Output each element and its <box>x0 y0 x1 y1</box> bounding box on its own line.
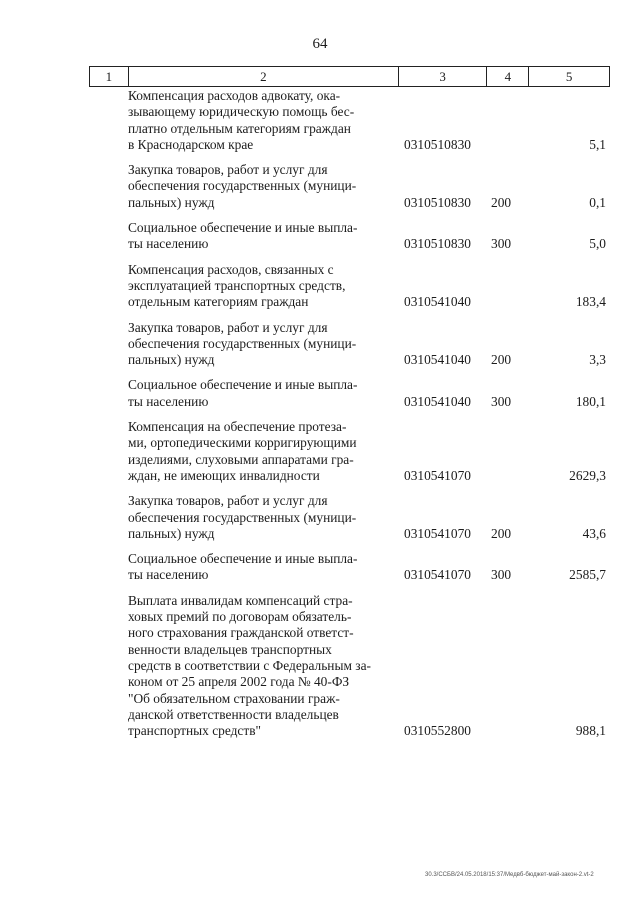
row-sum: 3,3 <box>589 352 606 368</box>
row-expense-type: 300 <box>491 393 512 409</box>
row-name-line: ждан, не имеющих инвалидности <box>128 467 320 483</box>
row-name-line: коном от 25 апреля 2002 года № 40-ФЗ <box>128 674 350 690</box>
row-name-line: в Краснодарском крае <box>128 136 254 152</box>
footer-stamp: 30.3/ССБВ/24.05.2018/15:37/Медвб-бюджет-май-закон-2.vt-2 <box>425 872 594 878</box>
row-sum: 183,4 <box>575 294 606 310</box>
row-name <box>128 551 389 584</box>
row-name-line: Социальное обеспечение и иные выпла- <box>128 220 358 236</box>
row-name-line: эксплуатацией транспортных средств, <box>128 277 346 293</box>
row-name-line: обеспечения государственных (муници- <box>128 335 357 351</box>
table-row <box>0 88 640 153</box>
row-name-line: Закупка товаров, работ и услуг для <box>128 319 328 335</box>
row-name-line: обеспечения государственных (муници- <box>128 509 357 525</box>
row-name <box>128 593 389 740</box>
table-row <box>0 162 640 211</box>
row-name-line: ми, ортопедическими корригирующими <box>128 435 357 451</box>
row-code: 0310541070 <box>404 467 471 483</box>
row-name-line: Закупка товаров, работ и услуг для <box>128 493 328 509</box>
row-name-line: Компенсация расходов адвокату, ока- <box>128 88 341 103</box>
row-sum: 0,1 <box>589 194 606 210</box>
row-name <box>128 493 389 542</box>
row-name-line: Выплата инвалидам компенсаций стра- <box>128 592 353 608</box>
row-name <box>128 419 389 484</box>
row-name-line: Социальное обеспечение и иные выпла- <box>128 551 358 567</box>
row-name-line: пальных) нужд <box>128 352 215 368</box>
row-code: 0310541070 <box>404 567 471 583</box>
row-sum: 43,6 <box>582 525 606 541</box>
table-row <box>0 320 640 369</box>
row-code: 0310552800 <box>404 723 471 739</box>
row-name-line: Закупка товаров, работ и услуг для <box>128 162 328 178</box>
row-sum: 2585,7 <box>569 567 606 583</box>
row-name-line: зывающему юридическую помощь бес- <box>128 104 355 120</box>
table-row <box>0 593 640 740</box>
table-row <box>0 493 640 542</box>
row-name-line: платно отдельным категориям граждан <box>128 120 351 136</box>
header-cell-3: 3 <box>398 67 487 86</box>
row-name <box>128 262 389 311</box>
row-code: 0310510830 <box>404 236 471 252</box>
row-name-line: "Об обязательном страховании граж- <box>128 690 340 706</box>
row-code: 0310541040 <box>404 294 471 310</box>
row-expense-type: 300 <box>491 236 512 252</box>
row-name-line: обеспечения государственных (муници- <box>128 178 357 194</box>
row-code: 0310541070 <box>404 525 471 541</box>
row-expense-type: 200 <box>491 352 512 368</box>
row-name-line: ты населению <box>128 567 209 583</box>
row-name-line: ты населению <box>128 236 209 252</box>
row-name-line: Компенсация на обеспечение протеза- <box>128 419 347 435</box>
row-name-line: пальных) нужд <box>128 194 215 210</box>
row-name-line: ного страхования гражданской ответст- <box>128 625 354 641</box>
row-name-line: Социальное обеспечение и иные выпла- <box>128 377 358 393</box>
row-code: 0310541040 <box>404 352 471 368</box>
row-sum: 180,1 <box>575 393 606 409</box>
header-cell-2: 2 <box>128 67 398 86</box>
row-name-line: отдельным категориям граждан <box>128 294 309 310</box>
row-name-line: транспортных средств" <box>128 723 262 739</box>
row-name-line: данской ответственности владельцев <box>128 706 339 722</box>
header-cell-1: 1 <box>105 69 113 84</box>
table-row <box>0 377 640 410</box>
row-sum: 5,1 <box>589 136 606 152</box>
row-name-line: ты населению <box>128 393 209 409</box>
table-header-row <box>89 66 610 87</box>
row-sum: 5,0 <box>589 236 606 252</box>
row-name <box>128 320 389 369</box>
row-code: 0310510830 <box>404 136 471 152</box>
row-code: 0310510830 <box>404 194 471 210</box>
row-name <box>128 88 389 153</box>
row-name <box>128 377 389 410</box>
row-code: 0310541040 <box>404 393 471 409</box>
row-name-line: средств в соответствии с Федеральным за- <box>128 657 371 673</box>
page-number: 64 <box>312 36 328 52</box>
table-row <box>0 419 640 484</box>
table-row <box>0 220 640 253</box>
row-name <box>128 220 389 253</box>
table-body <box>0 88 640 748</box>
row-expense-type: 200 <box>491 525 512 541</box>
row-name <box>128 162 389 211</box>
row-name-line: Компенсация расходов, связанных с <box>128 261 334 277</box>
row-name-line: ховых премий по договорам обязатель- <box>128 609 352 625</box>
row-name-line: венности владельцев транспортных <box>128 641 332 657</box>
row-sum: 988,1 <box>575 723 606 739</box>
row-expense-type: 300 <box>491 567 512 583</box>
row-expense-type: 200 <box>491 194 512 210</box>
table-row <box>0 262 640 311</box>
table-row <box>0 551 640 584</box>
row-name-line: изделиями, слуховыми аппаратами гра- <box>128 451 354 467</box>
row-name-line: пальных) нужд <box>128 525 215 541</box>
header-cell-5: 5 <box>528 67 609 86</box>
row-sum: 2629,3 <box>569 467 606 483</box>
header-cell-4: 4 <box>486 67 528 86</box>
